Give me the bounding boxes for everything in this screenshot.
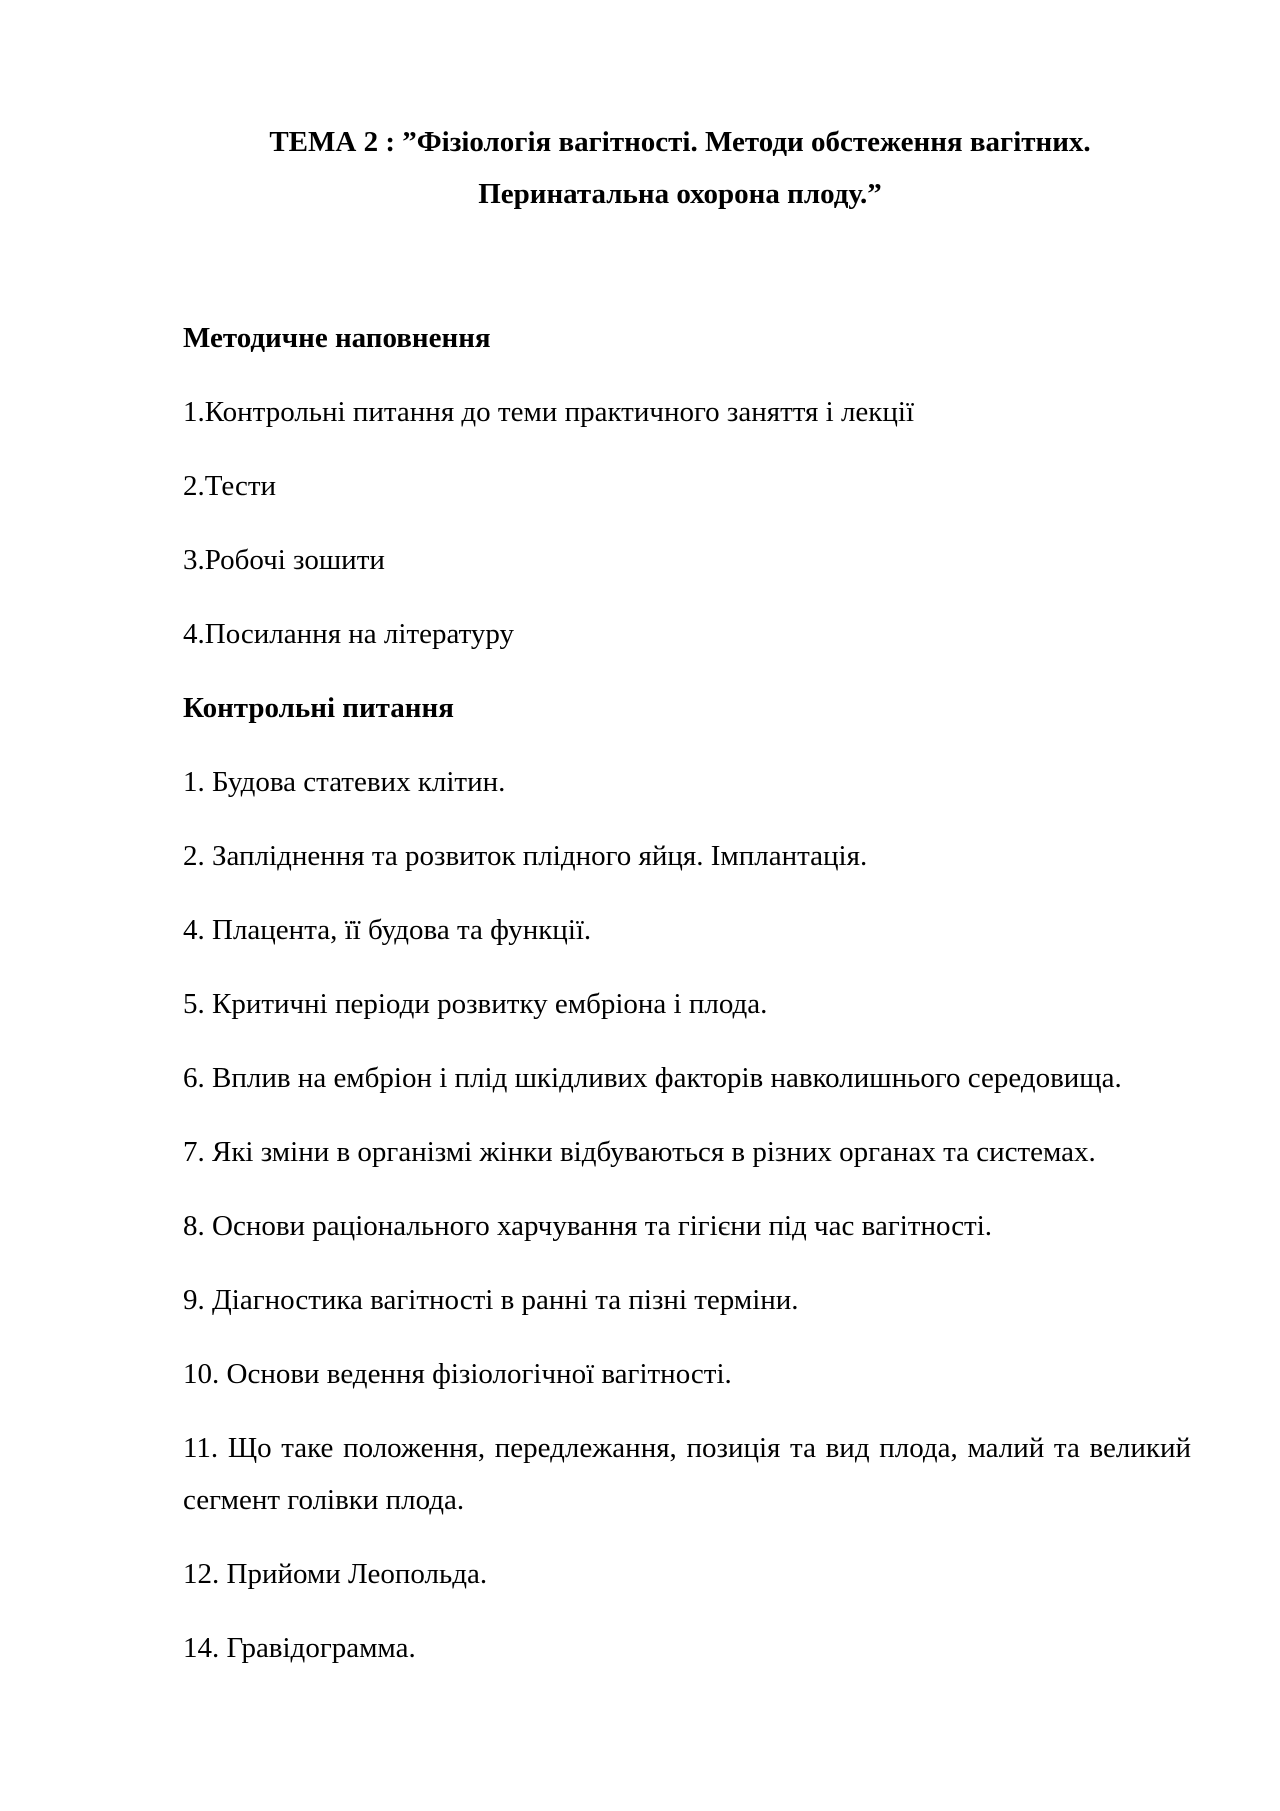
title-line-2: Перинатальна охорона плоду.” xyxy=(478,178,882,210)
question-item: 1. Будова статевих клітин. xyxy=(183,766,506,798)
question-item: 10. Основи ведення фізіологічної вагітності. xyxy=(183,1358,732,1390)
question-item: 11. Що таке положення, передлежання, позиція та вид плода, малий та великий сегмент голівки плода. xyxy=(183,1432,1191,1516)
question-item: 12. Прийоми Леопольда. xyxy=(183,1558,488,1590)
title-line-1: ТЕМА 2 : ”Фізіологія вагітності. Методи обстеження вагітних. xyxy=(269,126,1091,158)
methodical-item: 4.Посилання на літературу xyxy=(183,618,515,650)
methodical-item: 3.Робочі зошити xyxy=(183,544,385,576)
question-item: 6. Вплив на ембріон і плід шкідливих факторів навколишнього середовища. xyxy=(183,1062,1122,1094)
questions-heading: Контрольні питання xyxy=(183,692,454,724)
question-item: 4. Плацента, її будова та функції. xyxy=(183,914,592,946)
question-item: 14. Гравідограмма. xyxy=(183,1632,416,1664)
question-item: 7. Які зміни в організмі жінки відбуваються в різних органах та системах. xyxy=(183,1136,1096,1168)
document-title xyxy=(160,116,1200,220)
question-item: 9. Діагностика вагітності в ранні та пізні терміни. xyxy=(183,1284,799,1316)
document-body xyxy=(183,312,1191,1696)
methodical-item: 1.Контрольні питання до теми практичного заняття і лекції xyxy=(183,396,915,428)
question-item: 5. Критичні періоди розвитку ембріона і плода. xyxy=(183,988,768,1020)
methodical-item: 2.Тести xyxy=(183,470,277,502)
question-item: 8. Основи раціонального харчування та гігієни під час вагітності. xyxy=(183,1210,993,1242)
question-item: 2. Запліднення та розвиток плідного яйця. Імплантація. xyxy=(183,840,868,872)
methodical-heading: Методичне наповнення xyxy=(183,322,491,354)
